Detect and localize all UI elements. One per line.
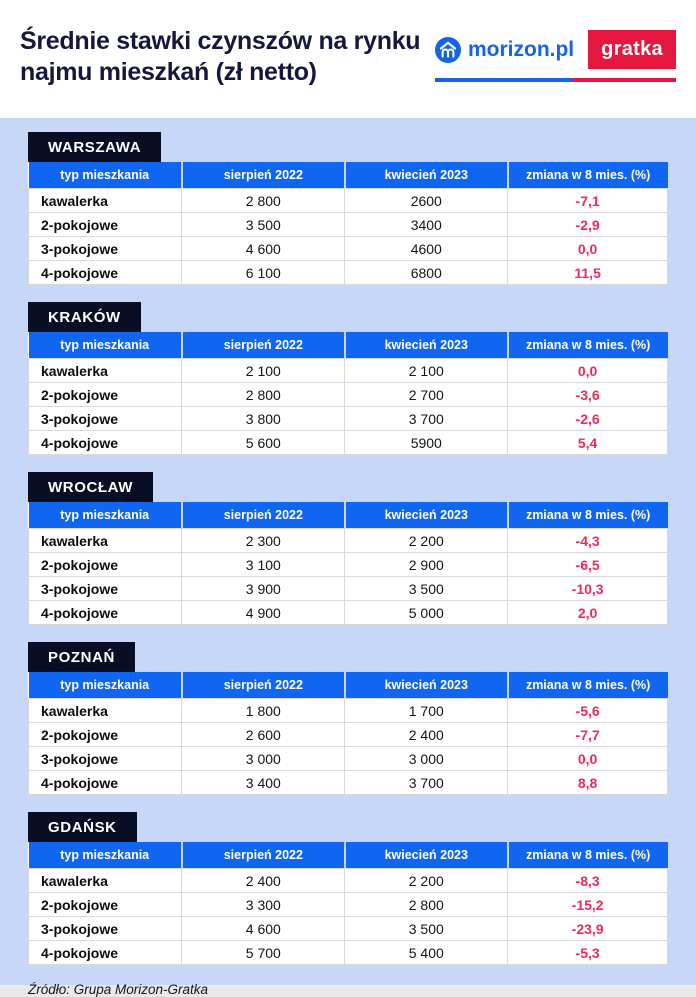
table-row xyxy=(29,601,668,625)
flat-type-cell: kawalerka xyxy=(29,529,182,553)
price-2022-cell: 1 800 xyxy=(182,699,345,723)
flat-type-cell: 3-pokojowe xyxy=(29,917,182,941)
column-header-type: typ mieszkania xyxy=(29,672,182,699)
change-cell: -8,3 xyxy=(508,869,668,893)
change-cell: -10,3 xyxy=(508,577,668,601)
price-2022-cell: 6 100 xyxy=(182,261,345,285)
morizon-house-icon xyxy=(435,37,461,63)
column-header-type: typ mieszkania xyxy=(29,332,182,359)
price-2022-cell: 2 100 xyxy=(182,359,345,383)
price-2023-cell: 1 700 xyxy=(345,699,508,723)
price-2023-cell: 3 700 xyxy=(345,407,508,431)
change-cell: 0,0 xyxy=(508,359,668,383)
city-section-wroclaw xyxy=(28,472,668,625)
price-2023-cell: 5 400 xyxy=(345,941,508,965)
price-2022-cell: 3 500 xyxy=(182,213,345,237)
flat-type-cell: kawalerka xyxy=(29,869,182,893)
change-cell: -5,6 xyxy=(508,699,668,723)
morizon-logo-text: morizon.pl xyxy=(467,37,575,61)
city-section-warszawa xyxy=(28,132,668,285)
change-cell: -5,3 xyxy=(508,941,668,965)
table-row xyxy=(29,869,668,893)
change-cell: 0,0 xyxy=(508,747,668,771)
rent-table xyxy=(28,842,668,965)
column-header-aug2022: sierpień 2022 xyxy=(182,672,345,699)
price-2023-cell: 2 100 xyxy=(345,359,508,383)
price-2023-cell: 2 200 xyxy=(345,869,508,893)
table-row xyxy=(29,359,668,383)
column-header-change: zmiana w 8 mies. (%) xyxy=(508,672,668,699)
change-cell: 8,8 xyxy=(508,771,668,795)
content-area xyxy=(0,118,696,997)
price-2022-cell: 3 300 xyxy=(182,893,345,917)
price-2023-cell: 2 400 xyxy=(345,723,508,747)
change-cell: -7,7 xyxy=(508,723,668,747)
column-header-apr2023: kwiecień 2023 xyxy=(345,502,508,529)
change-cell: -4,3 xyxy=(508,529,668,553)
table-row xyxy=(29,553,668,577)
flat-type-cell: 4-pokojowe xyxy=(29,261,182,285)
column-header-change: zmiana w 8 mies. (%) xyxy=(508,332,668,359)
column-header-apr2023: kwiecień 2023 xyxy=(345,162,508,189)
column-header-apr2023: kwiecień 2023 xyxy=(345,842,508,869)
rent-table xyxy=(28,162,668,285)
price-2023-cell: 5 000 xyxy=(345,601,508,625)
column-header-apr2023: kwiecień 2023 xyxy=(345,672,508,699)
price-2023-cell: 2600 xyxy=(345,189,508,213)
table-row xyxy=(29,699,668,723)
table-row xyxy=(29,893,668,917)
price-2023-cell: 2 200 xyxy=(345,529,508,553)
gratka-logo-text: gratka xyxy=(601,38,663,60)
price-2023-cell: 3 000 xyxy=(345,747,508,771)
flat-type-cell: 2-pokojowe xyxy=(29,213,182,237)
price-2022-cell: 4 900 xyxy=(182,601,345,625)
page-header xyxy=(0,0,696,118)
column-header-apr2023: kwiecień 2023 xyxy=(345,332,508,359)
flat-type-cell: 4-pokojowe xyxy=(29,601,182,625)
table-row xyxy=(29,189,668,213)
flat-type-cell: 3-pokojowe xyxy=(29,237,182,261)
city-section-gdansk xyxy=(28,812,668,965)
city-section-krakow xyxy=(28,302,668,455)
table-header-row xyxy=(29,332,668,359)
table-header-row xyxy=(29,842,668,869)
gratka-logo xyxy=(588,30,676,69)
table-row xyxy=(29,213,668,237)
table-header-row xyxy=(29,162,668,189)
column-header-change: zmiana w 8 mies. (%) xyxy=(508,162,668,189)
price-2022-cell: 2 400 xyxy=(182,869,345,893)
change-cell: 11,5 xyxy=(508,261,668,285)
price-2022-cell: 2 800 xyxy=(182,383,345,407)
flat-type-cell: 4-pokojowe xyxy=(29,771,182,795)
morizon-logo xyxy=(435,37,574,63)
brand-logos xyxy=(435,30,676,82)
column-header-type: typ mieszkania xyxy=(29,502,182,529)
flat-type-cell: kawalerka xyxy=(29,699,182,723)
table-row xyxy=(29,431,668,455)
page-title-line1: Średnie stawki czynszów na rynku xyxy=(20,27,421,55)
table-row xyxy=(29,407,668,431)
city-tag: GDAŃSK xyxy=(28,812,137,842)
change-cell: -6,5 xyxy=(508,553,668,577)
change-cell: -15,2 xyxy=(508,893,668,917)
column-header-aug2022: sierpień 2022 xyxy=(182,842,345,869)
source-note: Źródło: Grupa Morizon-Gratka xyxy=(28,982,209,997)
price-2022-cell: 2 300 xyxy=(182,529,345,553)
price-2023-cell: 3 700 xyxy=(345,771,508,795)
city-tag: WARSZAWA xyxy=(28,132,161,162)
table-row xyxy=(29,383,668,407)
brand-divider-bar xyxy=(435,78,676,82)
price-2022-cell: 2 800 xyxy=(182,189,345,213)
change-cell: 5,4 xyxy=(508,431,668,455)
change-cell: -2,9 xyxy=(508,213,668,237)
price-2023-cell: 3 500 xyxy=(345,577,508,601)
flat-type-cell: 2-pokojowe xyxy=(29,723,182,747)
city-section-poznan xyxy=(28,642,668,795)
page-title-line2: najmu mieszkań (zł netto) xyxy=(20,57,317,86)
flat-type-cell: 2-pokojowe xyxy=(29,893,182,917)
table-row xyxy=(29,941,668,965)
rent-table xyxy=(28,502,668,625)
change-cell: -2,6 xyxy=(508,407,668,431)
flat-type-cell: 4-pokojowe xyxy=(29,941,182,965)
table-header-row xyxy=(29,672,668,699)
table-row xyxy=(29,261,668,285)
price-2022-cell: 3 900 xyxy=(182,577,345,601)
price-2022-cell: 4 600 xyxy=(182,917,345,941)
flat-type-cell: 3-pokojowe xyxy=(29,577,182,601)
table-row xyxy=(29,529,668,553)
price-2023-cell: 6800 xyxy=(345,261,508,285)
change-cell: 2,0 xyxy=(508,601,668,625)
flat-type-cell: 4-pokojowe xyxy=(29,431,182,455)
column-header-aug2022: sierpień 2022 xyxy=(182,332,345,359)
price-2022-cell: 3 100 xyxy=(182,553,345,577)
table-row xyxy=(29,771,668,795)
rent-table xyxy=(28,672,668,795)
price-2023-cell: 3 500 xyxy=(345,917,508,941)
city-tag: WROCŁAW xyxy=(28,472,153,502)
column-header-type: typ mieszkania xyxy=(29,162,182,189)
price-2022-cell: 5 600 xyxy=(182,431,345,455)
change-cell: 0,0 xyxy=(508,237,668,261)
brand-row xyxy=(435,30,676,69)
change-cell: -3,6 xyxy=(508,383,668,407)
price-2023-cell: 5900 xyxy=(345,431,508,455)
price-2022-cell: 3 800 xyxy=(182,407,345,431)
price-2022-cell: 5 700 xyxy=(182,941,345,965)
change-cell: -23,9 xyxy=(508,917,668,941)
flat-type-cell: kawalerka xyxy=(29,359,182,383)
price-2022-cell: 3 400 xyxy=(182,771,345,795)
table-row xyxy=(29,747,668,771)
page-title xyxy=(20,26,420,87)
column-header-type: typ mieszkania xyxy=(29,842,182,869)
price-2023-cell: 2 700 xyxy=(345,383,508,407)
price-2023-cell: 2 800 xyxy=(345,893,508,917)
flat-type-cell: 2-pokojowe xyxy=(29,553,182,577)
table-row xyxy=(29,577,668,601)
price-2023-cell: 2 900 xyxy=(345,553,508,577)
flat-type-cell: 3-pokojowe xyxy=(29,407,182,431)
flat-type-cell: 3-pokojowe xyxy=(29,747,182,771)
rent-table xyxy=(28,332,668,455)
column-header-aug2022: sierpień 2022 xyxy=(182,502,345,529)
column-header-change: zmiana w 8 mies. (%) xyxy=(508,842,668,869)
table-row xyxy=(29,917,668,941)
table-row xyxy=(29,723,668,747)
price-2022-cell: 4 600 xyxy=(182,237,345,261)
flat-type-cell: kawalerka xyxy=(29,189,182,213)
column-header-aug2022: sierpień 2022 xyxy=(182,162,345,189)
change-cell: -7,1 xyxy=(508,189,668,213)
flat-type-cell: 2-pokojowe xyxy=(29,383,182,407)
table-header-row xyxy=(29,502,668,529)
price-2022-cell: 3 000 xyxy=(182,747,345,771)
city-tag: KRAKÓW xyxy=(28,302,141,332)
price-2023-cell: 4600 xyxy=(345,237,508,261)
city-tag: POZNAŃ xyxy=(28,642,135,672)
price-2023-cell: 3400 xyxy=(345,213,508,237)
table-row xyxy=(29,237,668,261)
column-header-change: zmiana w 8 mies. (%) xyxy=(508,502,668,529)
price-2022-cell: 2 600 xyxy=(182,723,345,747)
